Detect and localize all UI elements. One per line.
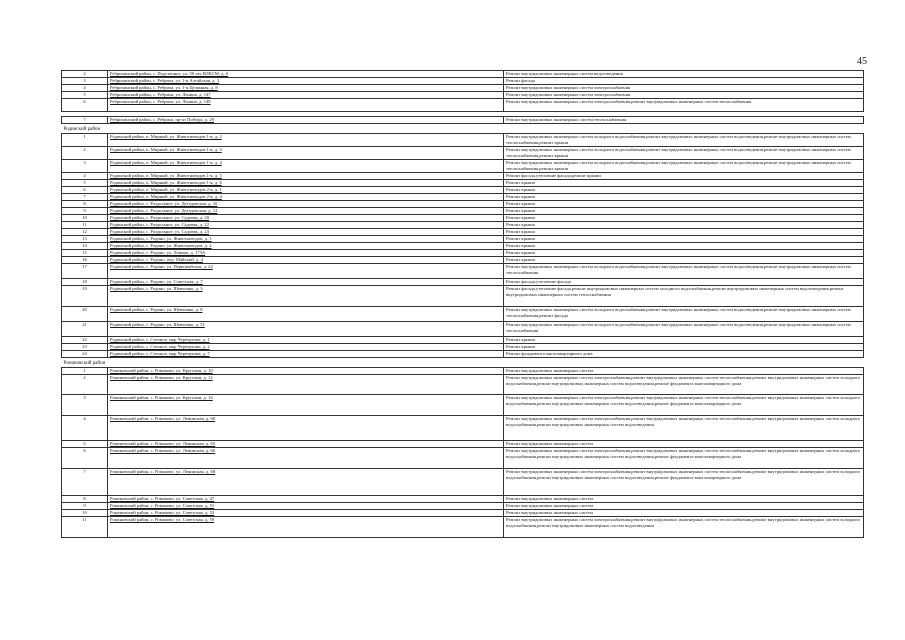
district-heading-row xyxy=(62,124,864,134)
works-cell: Ремонт фундамента многоквартирного дома xyxy=(504,351,864,358)
row-number: 2 xyxy=(62,147,108,160)
works-cell: Ремонт крыши xyxy=(504,344,864,351)
works-cell: Ремонт крыши xyxy=(504,194,864,201)
works-cell: Ремонт фасада,утепление фасада xyxy=(504,279,864,286)
address-cell: Родинский район, с. Раздольное, ул. Дегадовская, д. 10 xyxy=(108,201,504,208)
row-number: 8 xyxy=(62,496,108,503)
row-number: 2 xyxy=(62,71,108,78)
table-row xyxy=(62,469,864,496)
address-cell: Родинский район, п. Мирный, ул. Животноводов 1-я, д. 2 xyxy=(108,134,504,147)
address-cell: Ребрихинский район, с. Подстепное, ул. 50 лет ВЛКСМ, д. 6 xyxy=(108,71,504,78)
works-cell: Ремонт внутридомовых инженерных систем xyxy=(504,496,864,503)
row-number: 1 xyxy=(62,134,108,147)
row-number: 24 xyxy=(62,351,108,358)
address-cell: Родинский район, п. Мирный, ул. Животноводов 2-я, д. 1 xyxy=(108,187,504,194)
works-cell: Ремонт фасада,утепление фасада,ремонт крыши xyxy=(504,173,864,180)
address-cell: Родинский район, с. Раздольное, ул. Дегадовская, д. 12 xyxy=(108,208,504,215)
table-row xyxy=(62,322,864,337)
address-cell: Родинский район, с. Родино, ул. Первомайская, д. 22 xyxy=(108,264,504,279)
table-row xyxy=(62,92,864,99)
works-cell: Ремонт внутридомовых инженерных систем электроснабжения xyxy=(504,92,864,99)
row-number: 5 xyxy=(62,441,108,448)
register-body xyxy=(62,71,864,538)
works-cell: Ремонт крыши xyxy=(504,229,864,236)
address-cell: Ребрихинский район, с. Ребриха, ул. 1-я Алтайская, д. 3 xyxy=(108,78,504,85)
address-cell: Родинский район, с. Родино, пер. Майский, д. 4 xyxy=(108,257,504,264)
table-row xyxy=(62,375,864,395)
row-number: 4 xyxy=(62,173,108,180)
works-cell: Ремонт внутридомовых инженерных систем xyxy=(504,441,864,448)
address-cell: Родинский район, п. Мирный, ул. Животноводов 2-я, д. 4 xyxy=(108,194,504,201)
row-number: 10 xyxy=(62,215,108,222)
row-number: 9 xyxy=(62,208,108,215)
address-cell: Родинский район, с. Родино, ул. Ленина, д. 173А xyxy=(108,250,504,257)
row-number: 7 xyxy=(62,469,108,496)
table-row xyxy=(62,286,864,307)
table-row xyxy=(62,147,864,160)
works-cell: Ремонт внутридомовых инженерных систем электроснабжения,ремонт внутридомовых инженерных систем теплоснабжения,ремонт внутридомовых инженерных систем холодного водоснабжения,ремонт внутридомовых инженерных систем водоотведения xyxy=(504,517,864,538)
works-cell: Ремонт крыши xyxy=(504,337,864,344)
table-row xyxy=(62,351,864,358)
row-number: 20 xyxy=(62,307,108,322)
address-cell: Родинский район, с. Родино, ул. Шевченко, д. 8 xyxy=(108,307,504,322)
address-cell: Родинский район, с. Родино, ул. Животноводов, д. 2 xyxy=(108,243,504,250)
row-number: 1 xyxy=(62,368,108,375)
address-cell: Родинский район, п. Мирный, ул. Животноводов 1-я, д. 3 xyxy=(108,147,504,160)
row-number: 4 xyxy=(62,416,108,441)
works-cell: Ремонт внутридомовых инженерных систем теплоснабжения xyxy=(504,117,864,124)
address-cell: Ребрихинский район, с. Ребриха, ул. 1-я Целинная, д. 8 xyxy=(108,85,504,92)
table-row xyxy=(62,448,864,469)
district-heading-row xyxy=(62,358,864,368)
table-row xyxy=(62,503,864,510)
table-row xyxy=(62,257,864,264)
row-number: 3 xyxy=(62,395,108,416)
row-number: 12 xyxy=(62,229,108,236)
table-row xyxy=(62,222,864,229)
table-row xyxy=(62,180,864,187)
address-cell: Ребрихинский район, с. Ребриха, ул. Ленина, д. 149 xyxy=(108,99,504,112)
address-cell: Романовский район, с. Романово, ул. Крупская, д. 10 xyxy=(108,368,504,375)
table-row xyxy=(62,85,864,92)
table-row xyxy=(62,337,864,344)
address-cell: Романовский район, с. Романово, ул. Крупская, д. 12 xyxy=(108,375,504,395)
address-cell: Родинский район, с. Степное, мкр Черемушки, д. 2 xyxy=(108,344,504,351)
row-number: 4 xyxy=(62,85,108,92)
table-row xyxy=(62,215,864,222)
row-number: 5 xyxy=(62,92,108,99)
table-row xyxy=(62,344,864,351)
row-number: 3 xyxy=(62,78,108,85)
address-cell: Романовский район, с. Романово, ул. Ленинская, д. 65 xyxy=(108,441,504,448)
address-cell: Родинский район, с. Родино, ул. Советская, д. 7 xyxy=(108,279,504,286)
row-number: 7 xyxy=(62,117,108,124)
address-cell: Романовский район, с. Романово, ул. Советская, д. 47 xyxy=(108,496,504,503)
row-number: 9 xyxy=(62,503,108,510)
address-cell: Родинский район, п. Мирный, ул. Животноводов 1-я, д. 4 xyxy=(108,160,504,173)
table-row xyxy=(62,510,864,517)
address-cell: Романовский район, с. Романово, ул. Советская, д. 51 xyxy=(108,503,504,510)
table-row xyxy=(62,517,864,538)
works-cell: Ремонт внутридомовых инженерных систем электроснабжения,ремонт внутридомовых инженерных систем теплоснабжения,ремонт внутридомовых инженерных систем холодного водоснабжения,ремонт внутридомовых инженерных систем водоотведения xyxy=(504,416,864,441)
address-cell: Ребрихинский район, с. Ребриха, ул. Ленина, д. 147 xyxy=(108,92,504,99)
works-cell: Ремонт внутридомовых инженерных систем электроснабжения,ремонт внутридомовых инженерных систем теплоснабжения,ремонт внутридомовых инженерных систем холодного водоснабжения,ремонт внутридомовых инженерных систем водоотведения,ремонт фундамента многоквартирного дома xyxy=(504,469,864,496)
table-row xyxy=(62,99,864,112)
table-row xyxy=(62,243,864,250)
works-cell: Ремонт крыши xyxy=(504,257,864,264)
table-row xyxy=(62,201,864,208)
row-number: 6 xyxy=(62,187,108,194)
table-row xyxy=(62,250,864,257)
table-row xyxy=(62,208,864,215)
table-row xyxy=(62,78,864,85)
works-cell: Ремонт внутридомовых инженерных систем электроснабжения xyxy=(504,85,864,92)
table-row xyxy=(62,395,864,416)
row-number: 16 xyxy=(62,257,108,264)
address-cell: Романовский район, с. Романово, ул. Крупская, д. 14 xyxy=(108,395,504,416)
works-cell: Ремонт крыши xyxy=(504,250,864,257)
row-number: 15 xyxy=(62,250,108,257)
table-row xyxy=(62,307,864,322)
address-cell: Романовский район, с. Романово, ул. Ленинская, д. 66 xyxy=(108,448,504,469)
row-number: 11 xyxy=(62,222,108,229)
works-cell: Ремонт крыши xyxy=(504,236,864,243)
works-cell: Ремонт внутридомовых инженерных систем холодного водоснабжения,ремонт внутридомовых инженерных систем водоотведения,ремонт внутридомовых инженерных систем теплоснабжения,ремонт фасада xyxy=(504,307,864,322)
address-cell: Родинский район, с. Степное, мкр Черемушки, д. 7 xyxy=(108,351,504,358)
table-row xyxy=(62,368,864,375)
row-number: 5 xyxy=(62,180,108,187)
table-row xyxy=(62,264,864,279)
works-cell: Ремонт крыши xyxy=(504,215,864,222)
row-number: 3 xyxy=(62,160,108,173)
table-row xyxy=(62,117,864,124)
address-cell: Родинский район, с. Степное, мкр Черемушки, д. 1 xyxy=(108,337,504,344)
row-number: 22 xyxy=(62,337,108,344)
row-number: 19 xyxy=(62,286,108,307)
works-cell: Ремонт внутридомовых инженерных систем электроснабжения,ремонт внутридомовых инженерных систем теплоснабжения,ремонт внутридомовых инженерных систем холодного водоснабжения,ремонт внутридомовых инженерных систем водоотведения,ремонт фундамента многоквартирного дома xyxy=(504,448,864,469)
row-number: 6 xyxy=(62,448,108,469)
address-cell: Родинский район, п. Мирный, ул. Животноводов 1-я, д. 5 xyxy=(108,173,504,180)
table-row xyxy=(62,134,864,147)
address-cell: Родинский район, с. Раздольное, ул. Садовая, д. 23 xyxy=(108,229,504,236)
district-heading: Романовский район xyxy=(62,358,864,368)
address-cell: Родинский район, п. Мирный, ул. Животноводов 1-я, д. 6 xyxy=(108,180,504,187)
table-row xyxy=(62,229,864,236)
table-row xyxy=(62,160,864,173)
table-row xyxy=(62,496,864,503)
works-cell: Ремонт внутридомовых инженерных систем холодного водоснабжения,ремонт внутридомовых инженерных систем водоотведения,ремонт внутридомовых инженерных систем теплоснабжения,ремонт крыши xyxy=(504,160,864,173)
row-number: 18 xyxy=(62,279,108,286)
works-cell: Ремонт внутридомовых инженерных систем xyxy=(504,368,864,375)
row-number: 11 xyxy=(62,517,108,538)
row-number: 14 xyxy=(62,243,108,250)
works-cell: Ремонт фасада xyxy=(504,78,864,85)
table-row xyxy=(62,416,864,441)
row-number: 17 xyxy=(62,264,108,279)
row-number: 2 xyxy=(62,375,108,395)
table-row xyxy=(62,71,864,78)
address-cell: Родинский район, с. Родино, ул. Шевченко, д. 51 xyxy=(108,322,504,337)
works-cell: Ремонт внутридомовых инженерных систем электроснабжения,ремонт внутридомовых инженерных систем теплоснабжения xyxy=(504,99,864,112)
address-cell: Романовский район, с. Романово, ул. Ленинская, д. 60 xyxy=(108,416,504,441)
works-cell: Ремонт внутридомовых инженерных систем водоотведения xyxy=(504,71,864,78)
works-cell: Ремонт внутридомовых инженерных систем холодного водоснабжения,ремонт внутридомовых инженерных систем водоотведения,ремонт внутридомовых инженерных систем теплоснабжения xyxy=(504,322,864,337)
table-row xyxy=(62,194,864,201)
row-number: 8 xyxy=(62,201,108,208)
table-row xyxy=(62,173,864,180)
district-heading: Родинский район xyxy=(62,124,864,134)
row-number: 7 xyxy=(62,194,108,201)
row-number: 10 xyxy=(62,510,108,517)
works-cell: Ремонт внутридомовых инженерных систем электроснабжения,ремонт внутридомовых инженерных систем теплоснабжения,ремонт внутридомовых инженерных систем холодного водоснабжения,ремонт внутридомовых инженерных систем водоотведения,ремонт фундамента многоквартирного дома xyxy=(504,375,864,395)
row-number: 13 xyxy=(62,236,108,243)
works-cell: Ремонт крыши xyxy=(504,187,864,194)
address-cell: Романовский район, с. Романово, ул. Советская, д. 53 xyxy=(108,510,504,517)
works-cell: Ремонт внутридомовых инженерных систем холодного водоснабжения,ремонт внутридомовых инженерных систем водоотведения,ремонт внутридомовых инженерных систем теплоснабжения,ремонт крыши xyxy=(504,134,864,147)
address-cell: Романовский район, с. Романово, ул. Советская, д. 59 xyxy=(108,517,504,538)
works-cell: Ремонт внутридомовых инженерных систем xyxy=(504,503,864,510)
row-number: 21 xyxy=(62,322,108,337)
repair-register-table xyxy=(61,70,864,538)
table-row xyxy=(62,236,864,243)
works-cell: Ремонт внутридомовых инженерных систем xyxy=(504,510,864,517)
works-cell: Ремонт крыши xyxy=(504,201,864,208)
address-cell: Родинский район, с. Родино, ул. Животноводов, д. 1 xyxy=(108,236,504,243)
address-cell: Ребрихинский район, с. Ребриха, пр-кт Победы, д. 29 xyxy=(108,117,504,124)
table-row xyxy=(62,187,864,194)
works-cell: Ремонт крыши xyxy=(504,180,864,187)
address-cell: Родинский район, с. Раздольное, ул. Садовая, д. 22 xyxy=(108,222,504,229)
works-cell: Ремонт фасада,утепление фасада,ремонт внутридомовых инженерных систем холодного водоснабжения,ремонт внутридомовых инженерных систем водоотведения,ремонт внутридомовых инженерных систем теплоснабжения xyxy=(504,286,864,307)
row-number: 23 xyxy=(62,344,108,351)
works-cell: Ремонт крыши xyxy=(504,208,864,215)
address-cell: Родинский район, с. Раздольное, ул. Садовая, д. 20 xyxy=(108,215,504,222)
table-row xyxy=(62,441,864,448)
works-cell: Ремонт внутридомовых инженерных систем холодного водоснабжения,ремонт внутридомовых инженерных систем водоотведения,ремонт внутридомовых инженерных систем теплоснабжения xyxy=(504,264,864,279)
address-cell: Родинский район, с. Родино, ул. Шевченко, д. 3 xyxy=(108,286,504,307)
address-cell: Романовский район, с. Романово, ул. Ленинская, д. 68 xyxy=(108,469,504,496)
works-cell: Ремонт внутридомовых инженерных систем электроснабжения,ремонт внутридомовых инженерных систем теплоснабжения,ремонт внутридомовых инженерных систем холодного водоснабжения,ремонт внутридомовых инженерных систем водоотведения,ремонт фундамента многоквартирного дома xyxy=(504,395,864,416)
works-cell: Ремонт крыши xyxy=(504,243,864,250)
table-row xyxy=(62,279,864,286)
works-cell: Ремонт внутридомовых инженерных систем холодного водоснабжения,ремонт внутридомовых инженерных систем водоотведения,ремонт внутридомовых инженерных систем теплоснабжения,ремонт крыши xyxy=(504,147,864,160)
page-number: 45 xyxy=(857,56,867,67)
works-cell: Ремонт крыши xyxy=(504,222,864,229)
row-number: 6 xyxy=(62,99,108,112)
